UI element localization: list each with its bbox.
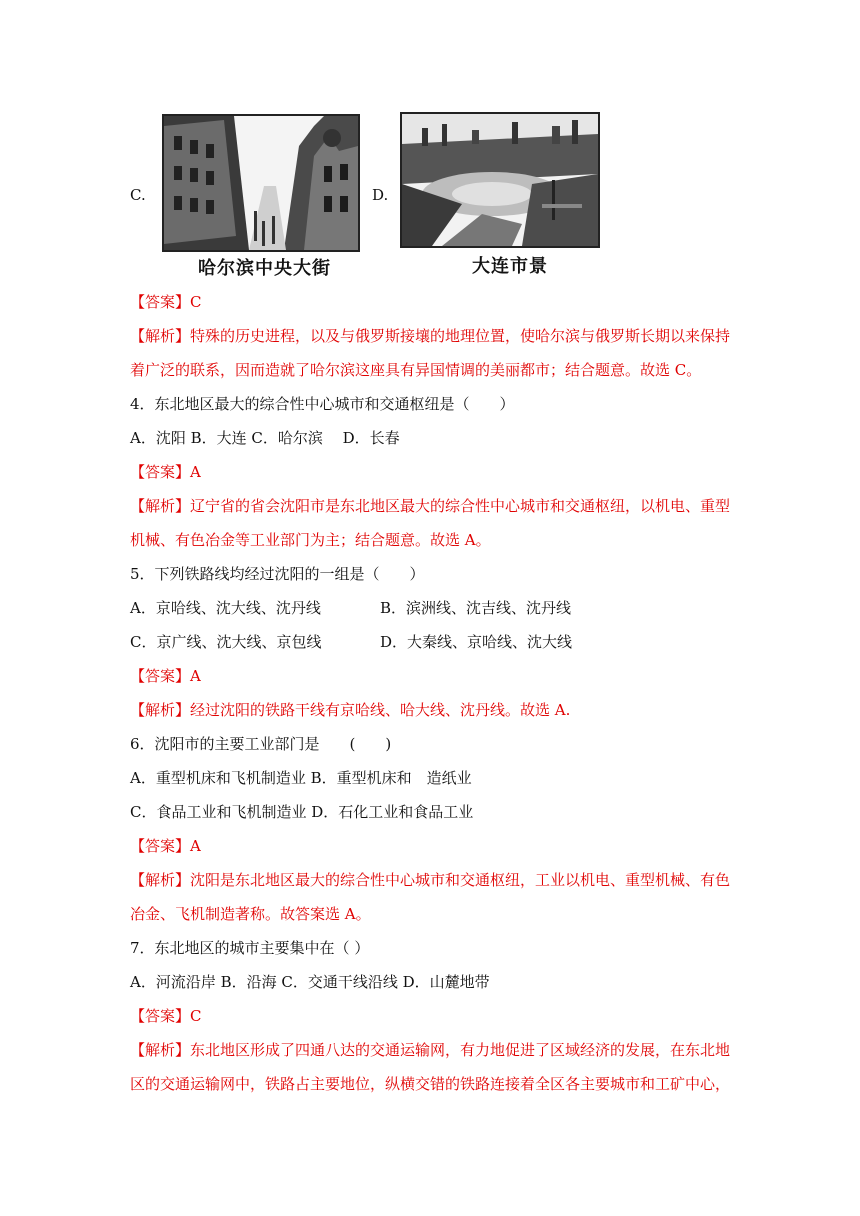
answer-value: C bbox=[190, 1007, 202, 1025]
q3-answer bbox=[130, 292, 740, 312]
q5-options-row-1 bbox=[130, 598, 740, 618]
option-d-label: D. bbox=[372, 186, 389, 204]
q3-analysis-line-1 bbox=[130, 326, 740, 346]
dalian-cityscape-photo bbox=[400, 112, 600, 248]
analysis-text: 沈阳是东北地区最大的综合性中心城市和交通枢纽，工业以机电、重型机械、有色 bbox=[190, 871, 731, 889]
analysis-tag: 【解析】 bbox=[130, 871, 191, 889]
q5-question: 5．下列铁路线均经过沈阳的一组是（ ） bbox=[130, 565, 425, 583]
analysis-text: 辽宁省的省会沈阳市是东北地区最大的综合性中心城市和交通枢纽，以机电、重型 bbox=[190, 497, 731, 515]
dalian-cityscape-illustration bbox=[402, 114, 598, 246]
option-c-label: C. bbox=[130, 186, 146, 204]
q7-question: 7．东北地区的城市主要集中在（ ） bbox=[130, 939, 370, 957]
analysis-tag: 【解析】 bbox=[130, 701, 191, 719]
q7-analysis-line-2: 区的交通运输网中，铁路占主要地位，纵横交错的铁路连接着全区各主要城市和工矿中心， bbox=[130, 1075, 731, 1093]
answer-tag: 【答案】 bbox=[130, 837, 191, 855]
answer-value: C bbox=[190, 293, 202, 311]
q4-options: A．沈阳 B．大连 C．哈尔滨 D．长春 bbox=[130, 429, 400, 447]
analysis-tag: 【解析】 bbox=[130, 327, 191, 345]
q6-options-line-2: C．食品工业和飞机制造业 D．石化工业和食品工业 bbox=[130, 803, 474, 821]
q4-analysis-line-2: 机械、有色冶金等工业部门为主；结合题意。故选 A。 bbox=[130, 531, 491, 549]
answer-tag: 【答案】 bbox=[130, 293, 191, 311]
q3-analysis-line-2: 着广泛的联系，因而造就了哈尔滨这座具有异国情调的美丽都市；结合题意。故选 C。 bbox=[130, 361, 702, 379]
q7-analysis-line-1 bbox=[130, 1040, 740, 1060]
answer-tag: 【答案】 bbox=[130, 463, 191, 481]
q4-question: 4．东北地区最大的综合性中心城市和交通枢纽是（ ） bbox=[130, 395, 515, 413]
q7-answer bbox=[130, 1006, 740, 1026]
q6-options-line-1: A．重型机床和飞机制造业 B．重型机床和 造纸业 bbox=[130, 769, 472, 787]
q6-answer bbox=[130, 836, 740, 856]
q7-options: A．河流沿岸 B．沿海 C．交通干线沿线 D．山麓地带 bbox=[130, 973, 490, 991]
harbin-caption: 哈尔滨中央大街 bbox=[198, 258, 331, 279]
q6-analysis-line-2: 冶金、飞机制造著称。故答案选 A。 bbox=[130, 905, 371, 923]
q4-analysis-line-1 bbox=[130, 496, 740, 516]
q5-option-a: A．京哈线、沈大线、沈丹线 bbox=[130, 599, 321, 617]
answer-value: A bbox=[190, 463, 201, 481]
analysis-text: 特殊的历史进程，以及与俄罗斯接壤的地理位置，使哈尔滨与俄罗斯长期以来保持 bbox=[190, 327, 731, 345]
q6-question: 6．沈阳市的主要工业部门是 ( ) bbox=[130, 735, 392, 753]
q6-analysis-line-1 bbox=[130, 870, 740, 890]
q5-analysis-line-1 bbox=[130, 700, 740, 720]
q5-options-row-2 bbox=[130, 632, 740, 652]
analysis-text: 经过沈阳的铁路干线有京哈线、哈大线、沈丹线。故选 A. bbox=[190, 701, 571, 719]
analysis-tag: 【解析】 bbox=[130, 497, 191, 515]
harbin-street-photo bbox=[162, 114, 360, 252]
q5-answer bbox=[130, 666, 740, 686]
q5-option-c: C．京广线、沈大线、京包线 bbox=[130, 633, 322, 651]
answer-value: A bbox=[190, 837, 201, 855]
answer-value: A bbox=[190, 667, 201, 685]
q4-answer bbox=[130, 462, 740, 482]
analysis-text: 东北地区形成了四通八达的交通运输网，有力地促进了区域经济的发展，在东北地 bbox=[190, 1041, 731, 1059]
answer-tag: 【答案】 bbox=[130, 667, 191, 685]
harbin-street-illustration bbox=[164, 116, 358, 250]
answer-tag: 【答案】 bbox=[130, 1007, 191, 1025]
analysis-tag: 【解析】 bbox=[130, 1041, 191, 1059]
dalian-caption: 大连市景 bbox=[472, 256, 548, 277]
q5-option-d: D．大秦线、京哈线、沈大线 bbox=[380, 633, 573, 651]
q5-option-b: B．滨洲线、沈吉线、沈丹线 bbox=[380, 599, 572, 617]
